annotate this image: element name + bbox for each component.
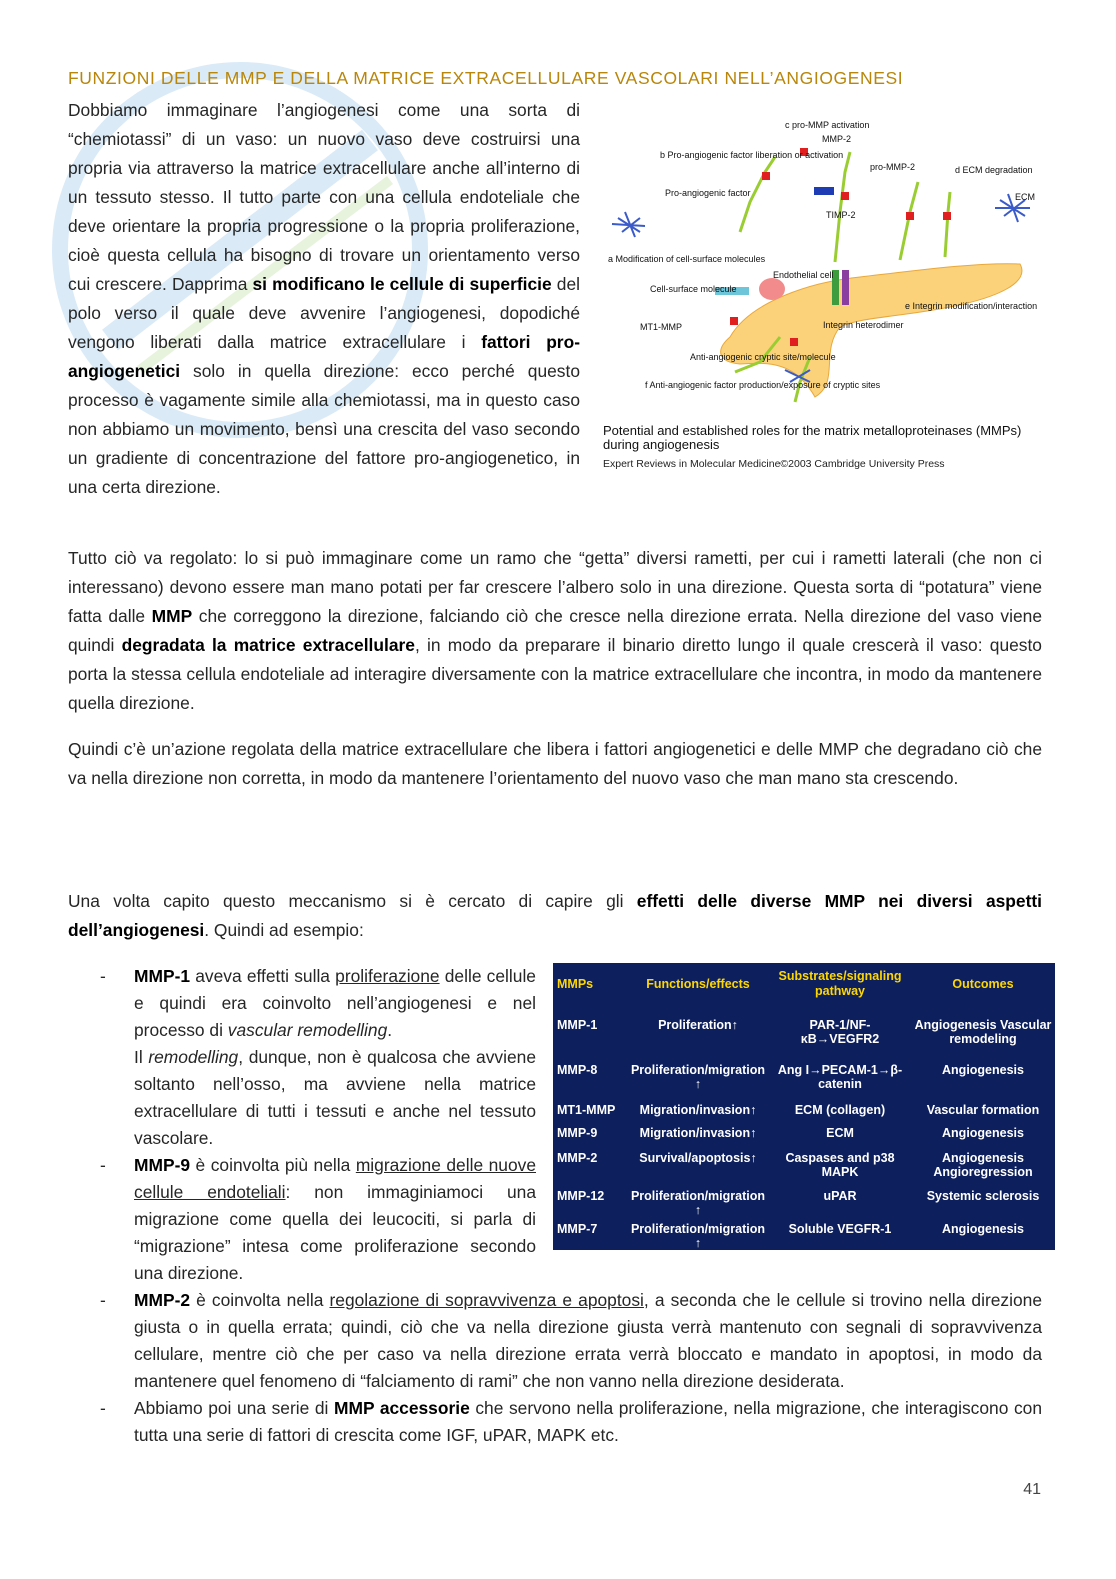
table-cell: Proliferation↑ bbox=[658, 1018, 738, 1032]
bold-mmp-effects: effetti delle diverse MMP nei diversi aspetti dell’angiogenesi bbox=[68, 891, 1042, 940]
list-item-mmp1: - MMP-1 aveva effetti sulla proliferazione delle cellule e quindi era coinvolto nell’angiogenesi e nel processo di vascular remodelling. Il remodelling, dunque, non è qualcosa che avviene soltanto nell’osso, ma avviene nella matrice extracellulare di tutti i tessuti e anche nel tessuto vascolare. bbox=[100, 966, 536, 1148]
page-number: 41 bbox=[1023, 1481, 1041, 1498]
list-item-mmp-accessory: - Abbiamo poi una serie di MMP accessorie che servono nella proliferazione, nella migrazione, che interagiscono con tutta una serie di fattori di crescita come IGF, uPAR, MAPK etc. bbox=[100, 1398, 1042, 1445]
table-header-functions: Functions/effects bbox=[646, 977, 750, 991]
fig-label-b: b Pro-angiogenic factor liberation or activation bbox=[660, 150, 844, 160]
table-cell: MMP-7 bbox=[557, 1222, 598, 1236]
intro-paragraph: Dobbiamo immaginare l’angiogenesi come una sorta di “chemiotassi” di un vaso: un nuovo vaso deve costruirsi una propria via attraverso la matrice extracellulare anche all’interno di un tessuto stesso. Il tutto parte con una cellula endoteliale che deve orientare la propria progressione o la propria proliferazione, cioè questa cellula ha bisogno di trovare un orientamento verso cui crescere. Dapprima si modificano le cellule di superficie del polo verso il quale deve avvenire l’angiogenesi, dopodiché vengono liberati dalla matrice extracellulare i fattori pro-angiogenetici solo in quella direzione: ecco perché questo processo è vagamente simile alla chemiotassi, ma in questo caso non abbiamo un movimento, bensì una crescita del vaso secondo un gradiente di concentrazione del fattore pro-angiogenetico, in una certa direzione. bbox=[68, 100, 580, 497]
table-cell: Systemic sclerosis bbox=[926, 1189, 1040, 1203]
table-cell: Proliferation/migration ↑ bbox=[630, 1063, 766, 1091]
table-cell: Angiogenesis bbox=[942, 1222, 1024, 1236]
table-cell: Migration/invasion↑ bbox=[639, 1103, 757, 1117]
table-cell: MMP-12 bbox=[557, 1189, 605, 1203]
table-header-mmps: MMPs bbox=[557, 977, 594, 991]
table-cell: PAR-1/NF-κB→VEGFR2 bbox=[800, 1018, 880, 1046]
table-cell: Angiogenesis bbox=[942, 1126, 1024, 1140]
table-cell: Ang I→PECAM-1→β-catenin bbox=[777, 1063, 903, 1091]
fig-label-prommp2: pro-MMP-2 bbox=[870, 162, 916, 172]
table-cell: Vascular formation bbox=[926, 1103, 1040, 1117]
table-cell: MMP-2 bbox=[557, 1151, 598, 1165]
table-cell: Proliferation/migration ↑ bbox=[630, 1189, 766, 1217]
list-item-mmp2: - MMP-2 è coinvolta nella regolazione di sopravvivenza e apoptosi, a seconda che le cellule si trovino nella direzione giusta o in quella errata; quindi, ciò che va nella direzione giusta verrà mantenuto con segnali di sopravvivenza cellulare, mentre ciò che per caso va nella direzione errata verrà bloccato e mandato in apoptosi, in modo da mantenere quel fenomeno di “falciamento di rami” che non vanno nella direzione desiderata. bbox=[100, 1290, 1042, 1391]
table-cell: Angiogenesis Angioregression bbox=[933, 1151, 1033, 1179]
table-header-outcomes: Outcomes bbox=[952, 977, 1014, 991]
table-cell: MMP-8 bbox=[557, 1063, 598, 1077]
paragraph-regulation: Quindi c’è un’azione regolata della matrice extracellulare che libera i fattori angiogenetici e delle MMP che degradano ciò che va nella direzione non corretta, in modo da mantenere l’orientamento del nuovo vaso che man mano sta crescendo. bbox=[68, 739, 1042, 788]
mmp-functions-table bbox=[553, 963, 1055, 1250]
fig-label-timp2: TIMP-2 bbox=[826, 210, 856, 220]
fig-label-f: f Anti-angiogenic factor production/exposure of cryptic sites bbox=[645, 380, 881, 390]
table-cell: ECM bbox=[826, 1126, 854, 1140]
table-cell: MMP-1 bbox=[557, 1018, 598, 1032]
table-cell: ECM (collagen) bbox=[794, 1103, 886, 1117]
fig-label-mt1: MT1-MMP bbox=[640, 322, 682, 332]
figure-credit: Expert Reviews in Molecular Medicine©2003 Cambridge University Press bbox=[603, 458, 945, 470]
fig-label-mmp2: MMP-2 bbox=[822, 134, 851, 144]
table-cell: Caspases and p38 MAPK bbox=[785, 1151, 895, 1179]
fig-label-a: a Modification of cell-surface molecules bbox=[608, 254, 766, 264]
table-cell: MT1-MMP bbox=[557, 1103, 616, 1117]
table-cell: uPAR bbox=[823, 1189, 857, 1203]
bold-degraded-matrix: degradata la matrice extracellulare bbox=[121, 635, 415, 655]
fig-label-integrin: Integrin heterodimer bbox=[823, 320, 904, 330]
table-cell: Soluble VEGFR-1 bbox=[788, 1222, 892, 1236]
table-cell: Angiogenesis bbox=[942, 1063, 1024, 1077]
section-title: FUNZIONI DELLE MMP E DELLA MATRICE EXTRACELLULARE VASCOLARI NELL’ANGIOGENESI bbox=[68, 68, 904, 88]
fig-label-e: e Integrin modification/interaction bbox=[905, 301, 1038, 311]
fig-label-cellsurf: Cell-surface molecule bbox=[650, 284, 737, 294]
table-cell: MMP-9 bbox=[557, 1126, 598, 1140]
fig-label-proangio: Pro-angiogenic factor bbox=[665, 188, 751, 198]
table-header-substrates: Substrates/signaling pathway bbox=[778, 969, 902, 998]
fig-label-ecm: ECM bbox=[1015, 192, 1035, 202]
fig-label-anti: Anti-angiogenic cryptic site/molecule bbox=[690, 352, 836, 362]
bold-mmp: MMP bbox=[151, 606, 193, 626]
list-item-mmp9: - MMP-9 è coinvolta più nella migrazione delle nuove cellule endoteliali: non immaginiamoci una migrazione come quella dei leucociti, si parla di “migrazione” intesa come proliferazione secondo una direzione. bbox=[100, 1155, 537, 1283]
table-cell: Proliferation/migration ↑ bbox=[630, 1222, 766, 1250]
figure-caption: Potential and established roles for the matrix metalloproteinases (MMPs) during angiogenesis bbox=[603, 423, 1022, 452]
table-cell: Survival/apoptosis↑ bbox=[639, 1151, 757, 1165]
fig-label-c: c pro-MMP activation bbox=[785, 120, 870, 130]
fig-label-d: d ECM degradation bbox=[955, 165, 1033, 175]
bold-proangio-factors: fattori pro-angiogenetici bbox=[68, 332, 580, 381]
table-cell: Angiogenesis Vascular remodeling bbox=[914, 1018, 1052, 1046]
table-cell: Migration/invasion↑ bbox=[639, 1126, 757, 1140]
paragraph-effects-intro: Una volta capito questo meccanismo si è cercato di capire gli effetti delle diverse MMP nei diversi aspetti dell’angiogenesi. Quindi ad esempio: bbox=[68, 891, 1042, 940]
paragraph-pruning: Tutto ciò va regolato: lo si può immaginare come un ramo che “getta” diversi rametti, per cui i rametti laterali (che non ci interessano) devono essere man mano potati per far crescere l’albero solo in una direzione. Questa sorta di “potatura” viene fatta dalle MMP che correggono la direzione, falciando ciò che cresce nella direzione errata. Nella direzione del vaso viene quindi degradata la matrice extracellulare, in modo da preparare il binario diretto lungo il quale crescerà il vaso: questo porta la stessa cellula endoteliale ad interagire diversamente con la matrice extracellulare che incontra, in modo da mantenere quella direzione. bbox=[68, 548, 1042, 713]
bold-surface-cells: si modificano le cellule di superficie bbox=[252, 274, 552, 294]
fig-label-endo: Endothelial cell bbox=[773, 270, 834, 280]
